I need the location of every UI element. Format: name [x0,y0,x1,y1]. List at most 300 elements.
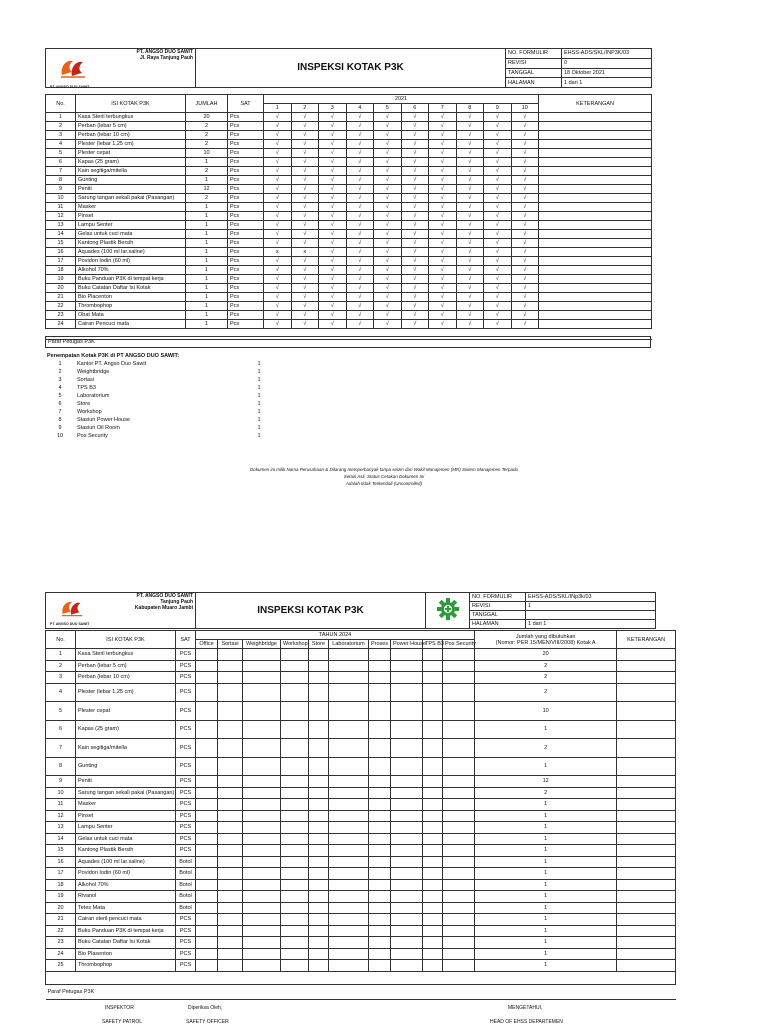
table-row [46,167,652,176]
check-mark: √ [374,293,402,302]
location-check-cell [443,960,475,972]
location-check-cell [218,672,243,684]
location-check-cell [329,891,369,903]
check-mark: √ [511,230,539,239]
location-check-cell [423,891,443,903]
table-row [46,266,652,275]
week-header: 5 [374,104,402,113]
location-check-cell [309,868,329,880]
required-quantity: 1 [475,948,617,960]
check-mark: √ [484,158,512,167]
location-check-cell [423,799,443,811]
required-quantity: 1 [475,879,617,891]
item-unit: Pcs [228,122,264,131]
item-unit: Botol [176,868,196,880]
item-name: Plester cepat [76,149,186,158]
check-mark: √ [429,149,457,158]
check-mark: √ [484,140,512,149]
check-mark: √ [511,320,539,329]
table-row [46,311,652,320]
item-quantity: 1 [186,302,228,311]
check-mark: √ [319,302,347,311]
check-mark: √ [264,275,292,284]
location-check-cell [443,649,475,661]
location-check-cell [309,799,329,811]
item-name: Perban (lebar 10 cm) [76,672,176,684]
table-row [46,284,652,293]
check-mark: √ [319,293,347,302]
item-unit: PCS [176,810,196,822]
location-check-cell [443,720,475,739]
location-check-cell [369,672,391,684]
location-check-cell [309,914,329,926]
location-check-cell [281,649,309,661]
location-check-cell [329,902,369,914]
item-unit: Pcs [228,221,264,230]
location-check-cell [218,914,243,926]
item-name: Cairan Pencuci mata [76,320,186,329]
item-unit: PCS [176,672,196,684]
item-unit: PCS [176,845,196,857]
location-check-cell [243,787,281,799]
item-unit: Pcs [228,266,264,275]
check-mark: √ [346,185,374,194]
row-number: 24 [46,948,76,960]
location-check-cell [391,891,423,903]
table-row [46,239,652,248]
check-mark: √ [511,302,539,311]
check-mark: √ [401,311,429,320]
logo-text: PT. ANGSO DUO SAWIT [50,622,90,626]
placement-number: 1 [58,361,62,367]
item-unit: PCS [176,683,196,702]
location-check-cell [196,822,218,834]
location-check-cell [369,902,391,914]
col-header-sat: SAT [228,95,264,113]
check-mark: √ [429,275,457,284]
placement-number: 2 [58,369,62,375]
list-item [45,424,651,432]
keterangan-cell [539,167,652,176]
location-check-cell [443,702,475,721]
check-mark: √ [319,131,347,140]
table-row [46,158,652,167]
check-mark: √ [346,158,374,167]
location-check-cell [391,787,423,799]
location-check-cell [391,672,423,684]
table-row [46,822,676,834]
row-number: 25 [46,960,76,972]
table-row [46,257,652,266]
logo-text: PT. ANGSO DUO SAWIT [50,85,90,89]
location-check-cell [329,720,369,739]
location-check-cell [309,822,329,834]
check-mark: √ [401,221,429,230]
location-check-cell [369,891,391,903]
check-mark: √ [484,203,512,212]
table-row [46,248,652,257]
location-check-cell [309,902,329,914]
item-name: Masker [76,203,186,212]
list-item [45,416,651,424]
company-address: Jl. Raya Tanjung Pauh [140,55,193,61]
check-mark: √ [401,149,429,158]
location-check-cell [423,879,443,891]
location-check-cell [391,660,423,672]
location-check-cell [243,683,281,702]
location-check-cell [196,739,218,758]
required-quantity: 1 [475,868,617,880]
location-check-cell [281,925,309,937]
check-mark: √ [264,176,292,185]
check-mark: √ [456,167,484,176]
check-mark: √ [264,221,292,230]
location-check-cell [218,960,243,972]
check-mark: √ [511,113,539,122]
keterangan-cell [539,176,652,185]
item-quantity: 1 [186,284,228,293]
required-quantity: 1 [475,960,617,972]
table-row [46,203,652,212]
item-unit: PCS [176,822,196,834]
row-number: 22 [46,302,76,311]
check-mark: √ [484,248,512,257]
placement-blank [279,400,651,408]
location-check-cell [369,649,391,661]
check-mark: √ [429,185,457,194]
location-header: Weighbridge [243,640,281,649]
table-row [46,320,652,329]
check-mark: √ [429,266,457,275]
location-check-cell [196,925,218,937]
table-row [46,856,676,868]
location-check-cell [423,660,443,672]
check-mark: √ [264,203,292,212]
location-check-cell [196,914,218,926]
check-mark: √ [346,275,374,284]
location-check-cell [329,757,369,776]
item-unit: Pcs [228,257,264,266]
col-header-no: No. [46,631,76,649]
item-name: Aquades (100 ml lar.saline) [76,248,186,257]
check-mark: √ [401,266,429,275]
item-quantity: 2 [186,131,228,140]
location-check-cell [443,914,475,926]
item-quantity: 12 [186,185,228,194]
location-check-cell [196,891,218,903]
check-mark: √ [291,239,319,248]
location-check-cell [243,702,281,721]
check-mark: √ [511,266,539,275]
location-check-cell [281,720,309,739]
keterangan-cell [617,787,676,799]
location-check-cell [391,720,423,739]
location-check-cell [329,787,369,799]
item-quantity: 1 [186,257,228,266]
meta-label: NO. FORMULIR [470,593,526,602]
row-number: 10 [46,194,76,203]
keterangan-cell [617,845,676,857]
location-check-cell [443,787,475,799]
check-mark: √ [511,212,539,221]
keterangan-cell [617,672,676,684]
check-mark: √ [401,257,429,266]
location-check-cell [391,833,423,845]
check-mark: √ [456,284,484,293]
table-row [46,868,676,880]
item-unit: Pcs [228,302,264,311]
location-check-cell [369,810,391,822]
keterangan-cell [539,230,652,239]
check-mark: √ [374,185,402,194]
required-quantity: 1 [475,914,617,926]
row-number: 20 [46,284,76,293]
check-mark: √ [319,149,347,158]
meta-value: EHSS-ADS/SKL/INP3K/03 [562,49,652,59]
check-mark: √ [484,275,512,284]
check-mark: √ [511,122,539,131]
location-check-cell [243,649,281,661]
signature-safety-officer: SAFETY OFFICER [186,1019,229,1025]
keterangan-cell [617,649,676,661]
location-check-cell [309,683,329,702]
row-number: 23 [46,311,76,320]
placement-blank [279,408,651,416]
check-mark: √ [456,275,484,284]
location-check-cell [391,776,423,788]
required-quantity: 1 [475,799,617,811]
location-check-cell [281,702,309,721]
location-check-cell [443,683,475,702]
check-mark: √ [291,140,319,149]
check-mark: √ [264,311,292,320]
check-mark: √ [264,131,292,140]
item-name: Obat Mata [76,311,186,320]
placement-number: 8 [58,417,62,423]
location-check-cell [391,799,423,811]
table-row [46,937,676,949]
item-name: Sarung tangan sekali pakai (Pasangan) [76,787,176,799]
check-mark: √ [291,275,319,284]
placement-name: Pos Security [77,433,108,439]
placement-qty: 1 [257,393,261,399]
keterangan-cell [617,891,676,903]
location-header: Store [309,640,329,649]
check-mark: √ [291,302,319,311]
item-unit: PCS [176,925,196,937]
check-mark: √ [291,311,319,320]
check-mark: √ [401,302,429,311]
row-number: 3 [46,672,76,684]
location-check-cell [369,845,391,857]
location-check-cell [218,787,243,799]
check-mark: √ [456,185,484,194]
location-check-cell [391,683,423,702]
item-name: Povidon Iodin (60 ml) [76,868,176,880]
location-check-cell [243,739,281,758]
location-check-cell [218,702,243,721]
location-check-cell [218,879,243,891]
check-mark: √ [429,239,457,248]
location-check-cell [243,833,281,845]
row-number: 20 [46,902,76,914]
company-logo-icon [58,597,86,619]
item-unit: PCS [176,660,196,672]
location-check-cell [309,937,329,949]
check-mark: √ [374,113,402,122]
check-mark: √ [264,239,292,248]
check-mark: √ [429,311,457,320]
check-mark: √ [346,113,374,122]
check-mark: √ [484,266,512,275]
check-mark: √ [429,203,457,212]
signature-checked-by: Diperiksa Oleh, [188,1005,223,1011]
item-name: Sarung tangan sekali pakai (Pasangan) [76,194,186,203]
location-check-cell [243,937,281,949]
placement-number: 3 [58,377,62,383]
item-unit: Pcs [228,176,264,185]
location-check-cell [196,702,218,721]
item-quantity: 1 [186,176,228,185]
location-check-cell [443,856,475,868]
check-mark: √ [346,257,374,266]
placement-blank [279,376,651,384]
required-quantity: 1 [475,720,617,739]
location-check-cell [281,960,309,972]
item-unit: Pcs [228,149,264,158]
location-check-cell [243,672,281,684]
table-row [46,879,676,891]
table-row [46,787,676,799]
item-quantity: 1 [186,311,228,320]
location-check-cell [243,902,281,914]
col-header-item: ISI KOTAK P3K [76,631,176,649]
check-mark: √ [264,158,292,167]
keterangan-cell [617,739,676,758]
check-mark: √ [374,131,402,140]
check-mark: √ [511,239,539,248]
item-quantity: 10 [186,149,228,158]
item-unit: PCS [176,948,196,960]
page-title: INSPEKSI KOTAK P3K [196,49,506,88]
location-check-cell [369,739,391,758]
check-mark: √ [401,293,429,302]
check-mark: √ [346,176,374,185]
row-number: 8 [46,176,76,185]
sheet1-logo-cell [46,49,196,88]
blank-row [46,971,676,984]
check-mark: √ [291,122,319,131]
check-mark: √ [456,149,484,158]
check-mark: √ [319,185,347,194]
list-item [45,384,651,392]
location-check-cell [391,902,423,914]
check-mark: √ [346,122,374,131]
required-quantity: 2 [475,739,617,758]
row-number: 19 [46,891,76,903]
check-mark: √ [319,158,347,167]
week-header: 1 [264,104,292,113]
item-name: Pinset [76,212,186,221]
company-address-line1: Tanjung Pauh [160,599,193,605]
week-header: 6 [401,104,429,113]
table-row [46,302,652,311]
check-mark: √ [374,239,402,248]
location-check-cell [443,891,475,903]
check-mark: √ [484,239,512,248]
location-check-cell [329,672,369,684]
item-name: Rivanol [76,891,176,903]
placement-qty: 1 [257,377,261,383]
location-check-cell [196,649,218,661]
item-unit: Botol [176,891,196,903]
check-mark: √ [401,185,429,194]
location-check-cell [391,960,423,972]
location-check-cell [243,757,281,776]
location-header: Proses [369,640,391,649]
required-quantity: 2 [475,683,617,702]
item-unit: Pcs [228,239,264,248]
location-check-cell [391,925,423,937]
item-unit: Pcs [228,158,264,167]
check-mark: √ [401,275,429,284]
location-check-cell [423,914,443,926]
check-mark: √ [374,248,402,257]
location-check-cell [243,720,281,739]
meta-label: REVISI [506,58,562,68]
location-check-cell [329,914,369,926]
check-mark: √ [484,194,512,203]
table-row [46,293,652,302]
required-quantity: 1 [475,856,617,868]
check-mark: √ [511,167,539,176]
location-check-cell [329,856,369,868]
item-name: Bio Placenton [76,293,186,302]
item-unit: PCS [176,799,196,811]
keterangan-cell [539,311,652,320]
placement-qty: 1 [257,385,261,391]
check-mark: √ [264,320,292,329]
check-mark: √ [484,293,512,302]
table-row [46,683,676,702]
location-check-cell [329,702,369,721]
location-check-cell [369,757,391,776]
check-mark: √ [429,158,457,167]
location-check-cell [391,937,423,949]
item-unit: Pcs [228,230,264,239]
location-check-cell [309,810,329,822]
location-check-cell [309,879,329,891]
check-mark: √ [429,122,457,131]
item-unit: Pcs [228,167,264,176]
check-mark: √ [264,293,292,302]
location-check-cell [218,937,243,949]
check-mark: √ [291,257,319,266]
table-row [46,131,652,140]
list-item [45,368,651,376]
location-check-cell [391,757,423,776]
check-mark: √ [429,320,457,329]
location-check-cell [423,683,443,702]
location-check-cell [281,810,309,822]
keterangan-cell [617,925,676,937]
location-check-cell [309,845,329,857]
row-number: 21 [46,293,76,302]
location-check-cell [423,776,443,788]
location-check-cell [369,822,391,834]
check-mark: √ [319,311,347,320]
location-check-cell [423,672,443,684]
